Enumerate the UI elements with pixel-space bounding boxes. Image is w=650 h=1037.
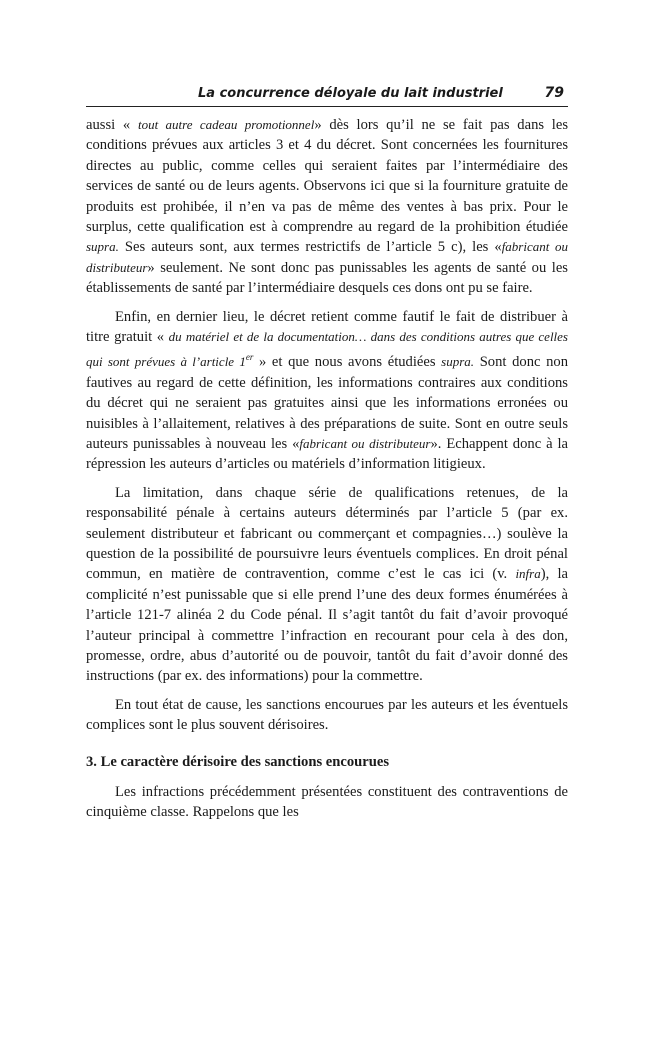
paragraph: Les infractions précédemment présentées constituent des contraventions de cinquième classe. Rappelons que les (86, 784, 568, 821)
text-run: En tout état de cause, les sanctions encourues par les auteurs et les éventuels complices sont le plus souvent dérisoires. (86, 696, 568, 734)
text-run: » dès lors qu’il ne se fait pas dans les conditions prévues aux articles 3 et 4 du décret. Sont concernées les fournitures directes au public, comme celles qui seraient faites par l’intermédiaire des services de santé ou de leurs agents. Observons ici que si la fourniture gratuite de produits est prohibée, il n’en va pas de même des ventes à bas prix. Pour le surplus, cette qualification est à comprendre au regard de la prohibition étudiée (86, 117, 568, 236)
text-run: ), la complicité n’est punissable que si elle prend l’une des deux formes énumérées à l’article 121-7 alinéa 2 du Code pénal. Il s’agit tantôt du fait d’avoir provoqué l’auteur principal à commettre l’infraction en recourant pour cela à des don, promesse, ordre, abus d’autorité ou de pouvoir, tantôt du fait d’avoir donné des instructions (par ex. des informations) pour la commettre. (86, 566, 568, 685)
paragraph (86, 483, 568, 687)
italic-text: er (245, 352, 254, 363)
italic-text: supra. (441, 354, 475, 370)
text-run: La limitation, dans chaque série de qualifications retenues, de la responsabilité pénale à certains auteurs déterminés par l’article 5 (par ex. seulement distributeur et fabricant ou commerçant et compagnies…) soulève la question de la possibilité de poursuivre leurs éventuels complices. En droit pénal commun, en matière de contravention, comme c’est le cas ici (v. (86, 484, 568, 583)
paragraph (86, 307, 568, 475)
section-heading: 3. Le caractère dérisoire des sanctions encourues (86, 753, 390, 770)
text-run: Enfin, en dernier lieu, le décret retient comme fautif le fait de distribuer à titre gratuit « (86, 308, 568, 346)
text-run: » et que nous avons étudiées (253, 354, 442, 371)
text-run: ». Echappent donc à la répression les auteurs d’articles ou matériels d’information litigieux. (86, 435, 568, 473)
paragraph (86, 115, 568, 299)
text-run: » seulement. Ne sont donc pas punissables les agents de santé ou les établissements de santé par l’intermédiaire desquels ces dons ont pu se faire. (86, 259, 568, 297)
text-run: aussi « (86, 117, 138, 133)
italic-text: supra. (86, 239, 119, 255)
text-run: Ses auteurs sont, aux termes restrictifs de l’article 5 c), les « (118, 239, 502, 256)
italic-text: fabricant ou distributeur (86, 239, 568, 275)
running-title: La concurrence déloyale du lait industriel (198, 86, 503, 101)
page-body (86, 115, 568, 831)
text-run: Sont donc non fautives au regard de cette définition, les informations contraires aux conditions du décret qui ne seraient pas gratuites ainsi que les informations erronées ou nuisibles à l’allaitement, relatives à des préparations de suite. Sont en outre seuls auteurs punissables à nouveau les « (86, 354, 569, 452)
italic-text: tout autre cadeau promotionnel (137, 117, 315, 132)
page-number: 79 (544, 85, 564, 101)
italic-text: fabricant ou distributeur (299, 435, 431, 451)
running-header (86, 84, 568, 107)
italic-text: du matériel et de la documentation… dans des conditions autres que celles qui sont prévues à l’article 1 (86, 329, 568, 370)
italic-text: infra (515, 566, 541, 582)
paragraph (86, 695, 568, 736)
